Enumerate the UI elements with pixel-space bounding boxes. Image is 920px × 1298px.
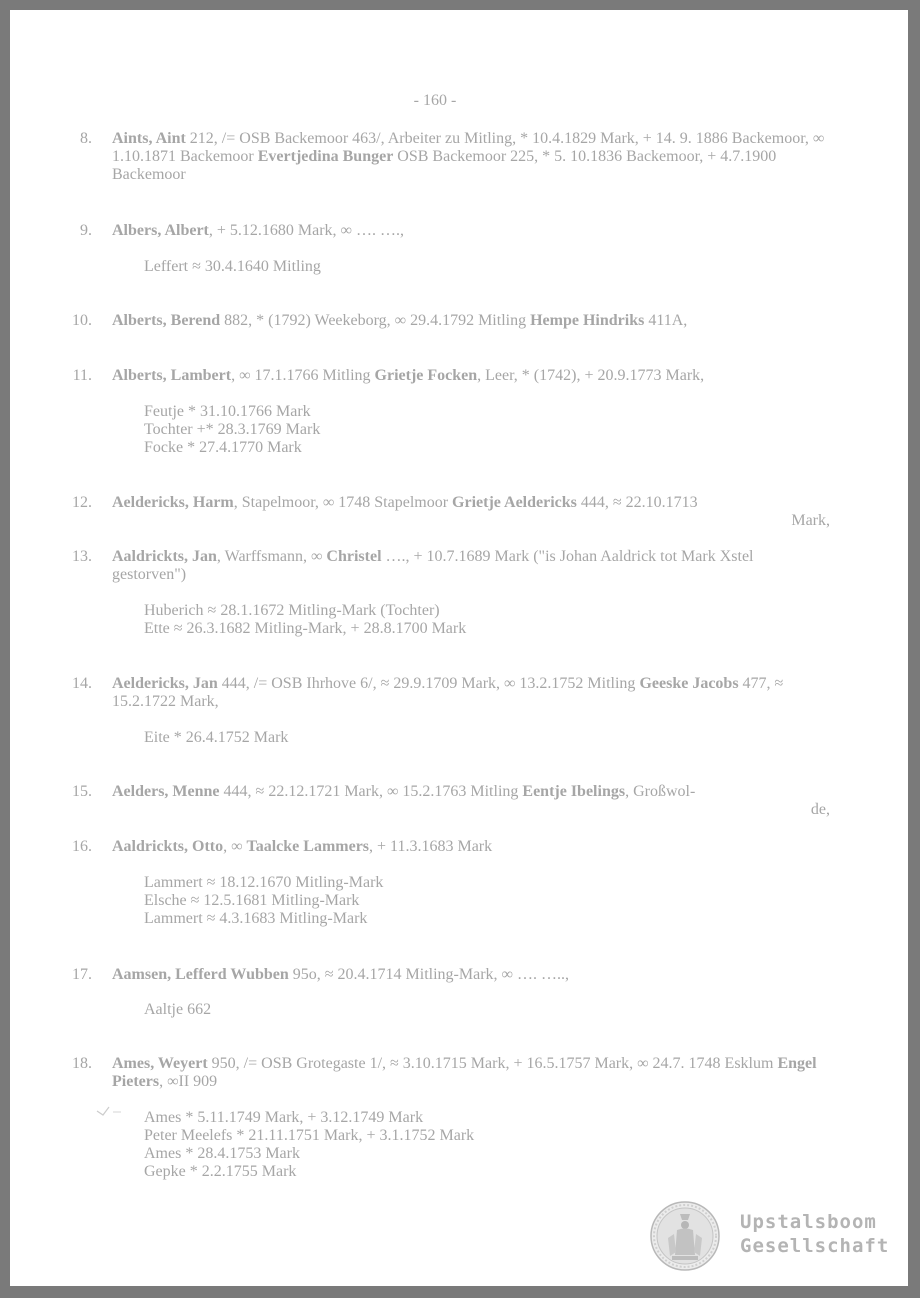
- entry-name: Aeldericks, Harm: [112, 494, 234, 511]
- entry-spouse: Evertjedina Bunger: [257, 148, 394, 165]
- document-page: [10, 10, 908, 1286]
- entry-text: [112, 367, 830, 385]
- entry-details: , + 5.12.1680 Mark, ∞ …. ….,: [208, 222, 404, 239]
- entry-details: , ∞: [223, 838, 247, 855]
- children-list: [144, 258, 824, 276]
- entry-number: 16.: [72, 838, 92, 855]
- entry-text: [112, 966, 830, 984]
- entry-spouse: Taalcke Lammers: [246, 838, 370, 855]
- entry-number: 17.: [72, 966, 92, 983]
- child-entry: Elsche ≈ 12.5.1681 Mitling-Mark: [144, 892, 360, 909]
- child-entry: Tochter +* 28.3.1769 Mark: [144, 421, 321, 438]
- child-entry: Aaltje 662: [144, 1001, 212, 1018]
- entry-details: , Stapelmoor, ∞ 1748 Stapelmoor: [233, 494, 453, 511]
- entry-text: [112, 783, 830, 819]
- entry-spouse: Grietje Focken: [374, 367, 478, 384]
- children-list: [144, 403, 824, 457]
- entry-name: Alberts, Lambert: [112, 367, 232, 384]
- entry-name: Aaldrickts, Jan: [112, 548, 217, 565]
- seal-icon: [650, 1200, 720, 1272]
- entry-name: Aelders, Menne: [112, 783, 220, 800]
- children-list: [144, 1001, 824, 1019]
- child-entry: Lammert ≈ 4.3.1683 Mitling-Mark: [144, 910, 368, 927]
- entry-line-end: Mark,: [791, 512, 830, 529]
- entry-details: 212, /= OSB Backemoor 463/, Arbeiter zu Mitling, * 10.4.1829 Mark, + 14. 9. 1886 Backemoor, ∞ 1.10.1871 Backemoor: [112, 130, 825, 165]
- entry-text: [112, 494, 830, 530]
- entry-spouse: Grietje Aeldericks: [452, 494, 577, 511]
- society-name-line-1: Upstalsboom: [740, 1211, 877, 1233]
- entry-spouse: Christel: [326, 548, 382, 565]
- children-list: [144, 729, 824, 747]
- entry-details-2: 411A,: [644, 312, 688, 329]
- entry-text: [112, 312, 830, 330]
- entry-details-2: , ∞II 909: [159, 1073, 218, 1090]
- entry-number: 12.: [72, 494, 92, 511]
- entry-details-2: OSB Backemoor 225, * 5. 10.1836 Backemoor, + 4.7.1900 Backemoor: [112, 148, 777, 183]
- entry-details: , Warffsmann, ∞: [216, 548, 327, 565]
- entry-details: , ∞ 17.1.1766 Mitling: [231, 367, 375, 384]
- pencil-mark-icon: [95, 1103, 125, 1119]
- entry-name: Alberts, Berend: [112, 312, 221, 329]
- child-entry: Gepke * 2.2.1755 Mark: [144, 1163, 297, 1180]
- entry-text: [112, 222, 830, 240]
- entry-details-2: , + 11.3.1683 Mark: [369, 838, 493, 855]
- entry-details-2: , Großwol-: [625, 783, 696, 800]
- entry-number: 9.: [80, 222, 92, 239]
- entry-text: [112, 675, 830, 711]
- entry-details: 882, * (1792) Weekeborg, ∞ 29.4.1792 Mitling: [220, 312, 531, 329]
- child-entry: Feutje * 31.10.1766 Mark: [144, 403, 311, 420]
- entry-number: 8.: [80, 130, 92, 147]
- entry-number: 14.: [72, 675, 92, 692]
- entry-spouse: Eentje Ibelings: [522, 783, 626, 800]
- entry-details-2: 444, ≈ 22.10.1713: [576, 494, 698, 511]
- child-entry: Ames * 28.4.1753 Mark: [144, 1145, 300, 1162]
- children-list: [144, 602, 824, 638]
- entry-name: Aeldericks, Jan: [112, 675, 218, 692]
- entry-number: 18.: [72, 1055, 92, 1072]
- entry-name: Ames, Weyert: [112, 1055, 208, 1072]
- entry-details-2: , Leer, * (1742), + 20.9.1773 Mark,: [477, 367, 705, 384]
- child-entry: Lammert ≈ 18.12.1670 Mitling-Mark: [144, 874, 384, 891]
- page-number: - 160 -: [413, 92, 457, 109]
- society-name-line-2: Gesellschaft: [740, 1235, 890, 1257]
- child-entry: Peter Meelefs * 21.11.1751 Mark, + 3.1.1752 Mark: [144, 1127, 475, 1144]
- child-entry: Ette ≈ 26.3.1682 Mitling-Mark, + 28.8.1700 Mark: [144, 620, 467, 637]
- entry-details: 950, /= OSB Grotegaste 1/, ≈ 3.10.1715 Mark, + 16.5.1757 Mark, ∞ 24.7. 1748 Esklum: [207, 1055, 778, 1072]
- entry-name: Aamsen, Lefferd Wubben: [112, 966, 289, 983]
- entry-name: Aaldrickts, Otto: [112, 838, 224, 855]
- society-name: [740, 1210, 889, 1258]
- entry-details-2: 477, ≈ 15.2.1722 Mark,: [112, 675, 784, 710]
- society-logo: [650, 1200, 900, 1276]
- entry-spouse: Engel Pieters: [112, 1055, 817, 1090]
- entry-details: 444, ≈ 22.12.1721 Mark, ∞ 15.2.1763 Mitling: [219, 783, 523, 800]
- entry-text: [112, 1055, 830, 1091]
- children-list: [144, 1109, 824, 1181]
- children-list: [144, 874, 824, 928]
- entry-number: 15.: [72, 783, 92, 800]
- entry-name: Aints, Aint: [112, 130, 186, 147]
- child-entry: Huberich ≈ 28.1.1672 Mitling-Mark (Tochter): [144, 602, 440, 619]
- entry-number: 10.: [72, 312, 92, 329]
- entry-line-end: de,: [810, 801, 830, 818]
- entry-details: 95o, ≈ 20.4.1714 Mitling-Mark, ∞ …. …..,: [288, 966, 569, 983]
- child-entry: Eite * 26.4.1752 Mark: [144, 729, 289, 746]
- child-entry: Leffert ≈ 30.4.1640 Mitling: [144, 258, 321, 275]
- entry-name: Albers, Albert: [112, 222, 209, 239]
- entry-spouse: Geeske Jacobs: [639, 675, 739, 692]
- entry-text: [112, 130, 830, 184]
- child-entry: Ames * 5.11.1749 Mark, + 3.12.1749 Mark: [144, 1109, 424, 1126]
- entry-details-2: …., + 10.7.1689 Mark ("is Johan Aaldrick tot Mark Xstel gestorven"): [112, 548, 754, 583]
- entry-text: [112, 838, 830, 856]
- child-entry: Focke * 27.4.1770 Mark: [144, 439, 302, 456]
- entry-spouse: Hempe Hindriks: [530, 312, 645, 329]
- entry-number: 13.: [72, 548, 92, 565]
- entry-number: 11.: [72, 367, 92, 384]
- entry-text: [112, 548, 830, 584]
- entry-details: 444, /= OSB Ihrhove 6/, ≈ 29.9.1709 Mark, ∞ 13.2.1752 Mitling: [217, 675, 640, 692]
